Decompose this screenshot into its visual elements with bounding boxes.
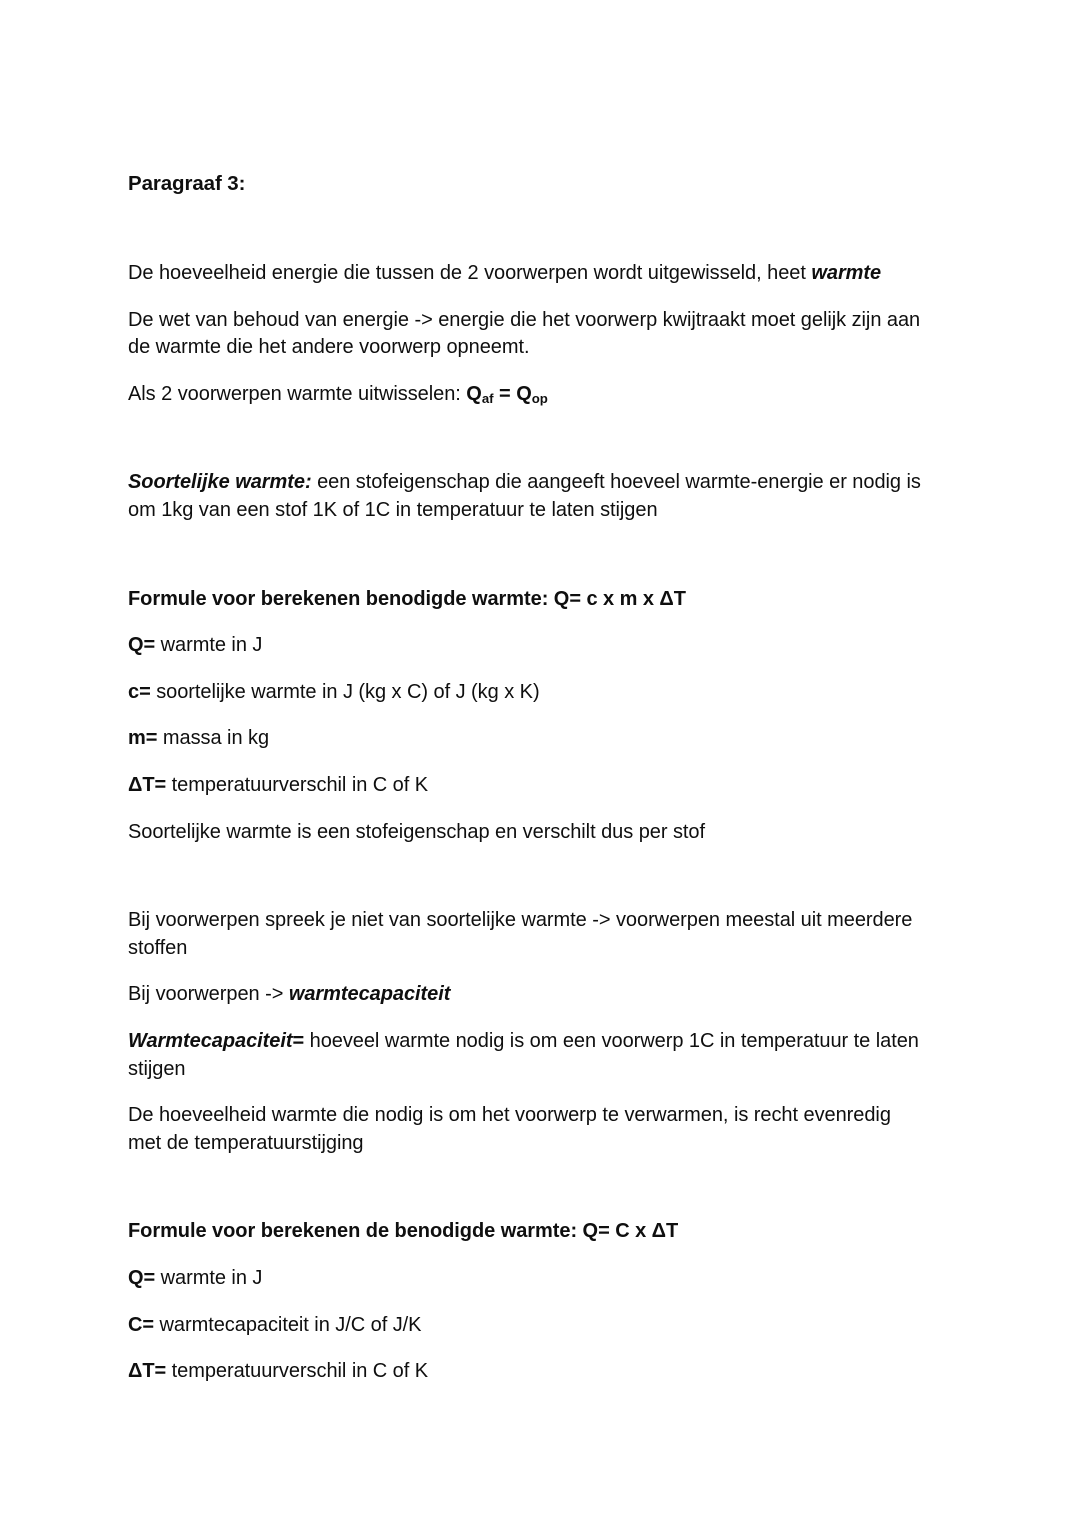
formule-benodigde-warmte-capaciteit-heading-run-0: Formule voor berekenen de benodigde warmte: Q= C x ΔT — [128, 1220, 679, 1243]
soortelijke-warmte-definition-run-0: Soortelijke warmte: — [128, 471, 312, 494]
evenredigheid-note: De hoeveelheid warmte die nodig is om het voorwerp te verwarmen, is recht evenredig met de temperatuurstijging — [128, 1104, 891, 1154]
document-body — [128, 170, 923, 1405]
symbol-delta-t-definition-2: ΔT= temperatuurverschil in C of K — [128, 1360, 429, 1383]
intro-warmte-definition-run-1: warmte — [811, 262, 882, 285]
intro-warmte-definition: De hoeveelheid energie die tussen de 2 voorwerpen wordt uitgewisseld, heet warmte — [128, 262, 882, 285]
voorwerpen-warmtecapaciteit-pointer: Bij voorwerpen -> warmtecapaciteit — [128, 983, 451, 1006]
soortelijke-warmte-definition: Soortelijke warmte: een stofeigenschap die aangeeft hoeveel warmte-energie er nodig is om 1kg van een stof 1K of 1C in temperatuur te laten stijgen — [128, 471, 921, 522]
warmte-uitwisseling-formule: Als 2 voorwerpen warmte uitwisselen: $Q_{af} = Q_{op}$ — [128, 382, 548, 406]
symbol-Q-definition-2: Q= warmte in J — [128, 1266, 263, 1289]
symbol-Q-definition-run-0: Q= — [128, 634, 156, 657]
page-title: Paragraaf 3: — [128, 172, 246, 195]
warmtecapaciteit-definition-run-1: = — [292, 1029, 305, 1052]
formule-benodigde-warmte-heading — [128, 586, 923, 614]
voorwerpen-meerdere-stoffen-note: Bij voorwerpen spreek je niet van soortelijke warmte -> voorwerpen meestal uit meerdere stoffen — [128, 909, 913, 959]
warmte-uitwisseling-formule-run-3: = — [493, 382, 517, 405]
warmte-uitwisseling-formule-run-1: Q — [466, 382, 482, 405]
warmtecapaciteit-definition: Warmtecapaciteit= hoeveel warmte nodig is om een voorwerp 1C in temperatuur te laten stijgen — [128, 1029, 919, 1080]
warmte-uitwisseling-formule-run-2: af — [481, 390, 494, 406]
symbol-m-definition: m= massa in kg — [128, 727, 270, 750]
symbol-Q-definition-2-run-0: Q= — [128, 1266, 156, 1289]
warmte-uitwisseling-formule-run-5: op — [531, 390, 548, 406]
symbol-delta-t-definition-run-0: ΔT= — [128, 773, 167, 796]
symbol-m-definition-run-0: m= — [128, 727, 158, 750]
symbol-delta-t-definition: ΔT= temperatuurverschil in C of K — [128, 773, 429, 796]
symbol-delta-t-definition-2-run-0: ΔT= — [128, 1360, 167, 1383]
formule-benodigde-warmte-capaciteit-heading — [128, 1218, 923, 1246]
voorwerpen-warmtecapaciteit-pointer-run-1: warmtecapaciteit — [288, 983, 451, 1006]
symbol-C-definition-run-0: C= — [128, 1313, 155, 1336]
symbol-c-definition-run-0: c= — [128, 680, 151, 703]
symbol-C-definition: C= warmtecapaciteit in J/C of J/K — [128, 1313, 422, 1336]
symbol-Q-definition: Q= warmte in J — [128, 634, 263, 657]
warmtecapaciteit-definition-run-0: Warmtecapaciteit — [128, 1029, 293, 1052]
paragraph-list — [128, 260, 923, 1386]
warmte-uitwisseling-formule-run-4: Q — [516, 382, 532, 405]
symbol-c-definition: c= soortelijke warmte in J (kg x C) of J (kg x K) — [128, 680, 540, 703]
formule-benodigde-warmte-heading-run-0: Formule voor berekenen benodigde warmte: Q= c x m x ΔT — [128, 587, 686, 610]
soortelijke-warmte-stofeigenschap-note: Soortelijke warmte is een stofeigenschap en verschilt dus per stof — [128, 820, 705, 843]
behoud-van-energie: De wet van behoud van energie -> energie die het voorwerp kwijtraakt moet gelijk zijn aan de warmte die het andere voorwerp opneemt. — [128, 308, 921, 359]
